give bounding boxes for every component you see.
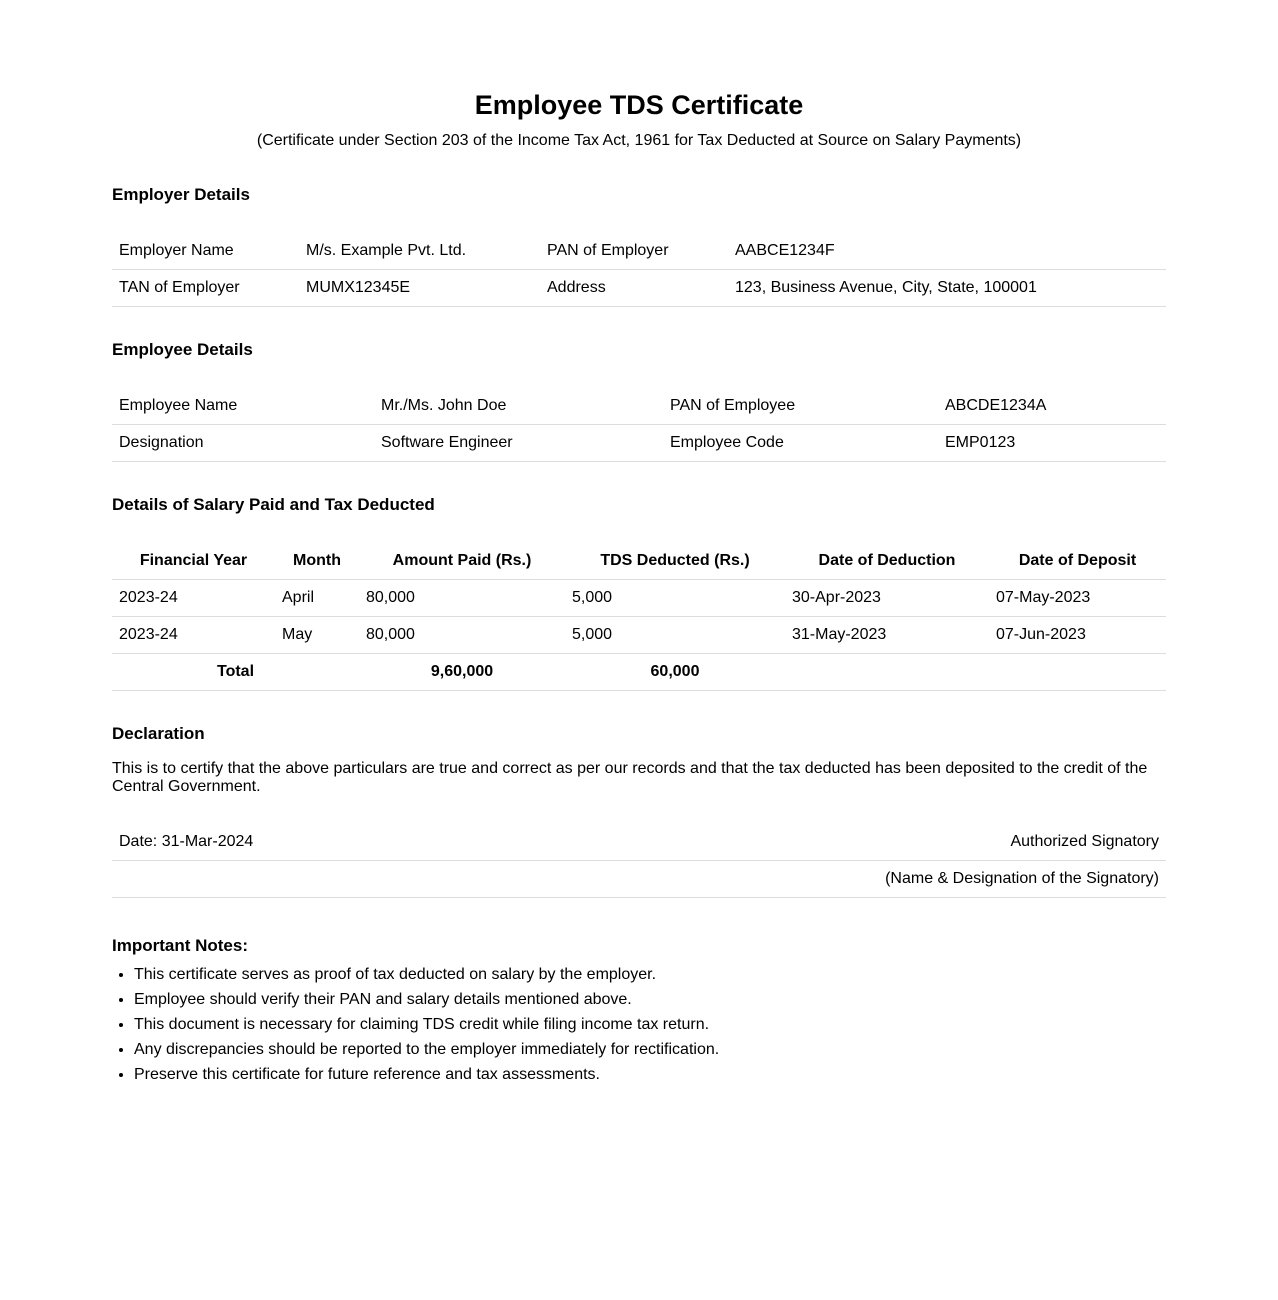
employee-pan-label: PAN of Employee [663, 388, 938, 425]
column-header: Date of Deposit [989, 543, 1166, 580]
table-row [112, 233, 1166, 270]
empty-cell [989, 654, 1166, 691]
financial-year-cell: 2023-24 [112, 617, 275, 654]
column-header: Financial Year [112, 543, 275, 580]
employee-code-label: Employee Code [663, 425, 938, 462]
month-cell: April [275, 580, 359, 617]
employer-tan-value: MUMX12345E [299, 270, 540, 307]
financial-year-cell: 2023-24 [112, 580, 275, 617]
list-item: • This document is necessary for claiming TDS credit while filing income tax return. [134, 1012, 719, 1037]
employee-name-value: Mr./Ms. John Doe [374, 388, 663, 425]
employee-code-value: EMP0123 [938, 425, 1166, 462]
important-notes-heading: Important Notes: [112, 936, 248, 955]
total-label: Total [112, 654, 359, 691]
column-header: Amount Paid (Rs.) [359, 543, 565, 580]
employer-address-value: 123, Business Avenue, City, State, 100001 [728, 270, 1166, 307]
list-item: • This certificate serves as proof of tax deducted on salary by the employer. [134, 962, 719, 987]
total-row [112, 654, 1166, 691]
important-notes-list [112, 962, 719, 1087]
month-cell: May [275, 617, 359, 654]
amount-paid-cell: 80,000 [359, 580, 565, 617]
salary-details-heading: Details of Salary Paid and Tax Deducted [112, 495, 435, 514]
list-item: • Employee should verify their PAN and salary details mentioned above. [134, 987, 719, 1012]
employer-name-label: Employer Name [112, 233, 299, 270]
date-of-deposit-cell: 07-May-2023 [989, 580, 1166, 617]
signatory-note: (Name & Designation of the Signatory) [639, 861, 1166, 898]
employee-name-label: Employee Name [112, 388, 374, 425]
date-of-deduction-cell: 30-Apr-2023 [785, 580, 989, 617]
date-of-deduction-cell: 31-May-2023 [785, 617, 989, 654]
date-of-deposit-cell: 07-Jun-2023 [989, 617, 1166, 654]
empty-cell [785, 654, 989, 691]
column-header: TDS Deducted (Rs.) [565, 543, 785, 580]
authorized-signatory: Authorized Signatory [639, 824, 1166, 861]
column-header: Date of Deduction [785, 543, 989, 580]
table-row [112, 580, 1166, 617]
employer-pan-label: PAN of Employer [540, 233, 728, 270]
table-row [112, 617, 1166, 654]
employee-details-heading: Employee Details [112, 340, 253, 359]
table-row [112, 824, 1166, 861]
signature-table [112, 824, 1166, 898]
table-row [112, 270, 1166, 307]
employee-pan-value: ABCDE1234A [938, 388, 1166, 425]
employer-details-table [112, 233, 1166, 307]
amount-paid-cell: 80,000 [359, 617, 565, 654]
list-item: • Preserve this certificate for future reference and tax assessments. [134, 1062, 719, 1087]
employee-details-table [112, 388, 1166, 462]
tds-deducted-cell: 5,000 [565, 580, 785, 617]
declaration-heading: Declaration [112, 724, 205, 743]
employer-pan-value: AABCE1234F [728, 233, 1166, 270]
page-title: Employee TDS Certificate [474, 90, 804, 120]
table-row [112, 388, 1166, 425]
salary-details-table [112, 543, 1166, 691]
employer-details-heading: Employer Details [112, 185, 250, 204]
employee-designation-label: Designation [112, 425, 374, 462]
list-item: • Any discrepancies should be reported to the employer immediately for rectification. [134, 1037, 719, 1062]
total-amount-paid: 9,60,000 [359, 654, 565, 691]
declaration-date: Date: 31-Mar-2024 [112, 824, 639, 861]
empty-cell [112, 861, 639, 898]
table-header-row [112, 543, 1166, 580]
tds-deducted-cell: 5,000 [565, 617, 785, 654]
table-row [112, 425, 1166, 462]
column-header: Month [275, 543, 359, 580]
page-subtitle: (Certificate under Section 203 of the Income Tax Act, 1961 for Tax Deducted at Source on Salary Payments) [256, 132, 1022, 149]
total-tds-deducted: 60,000 [565, 654, 785, 691]
employer-name-value: M/s. Example Pvt. Ltd. [299, 233, 540, 270]
employer-tan-label: TAN of Employer [112, 270, 299, 307]
declaration-text: This is to certify that the above particulars are true and correct as per our records and that the tax deducted has been deposited to the credit of the Central Government. [112, 760, 1148, 795]
table-row [112, 861, 1166, 898]
employer-address-label: Address [540, 270, 728, 307]
employee-designation-value: Software Engineer [374, 425, 663, 462]
